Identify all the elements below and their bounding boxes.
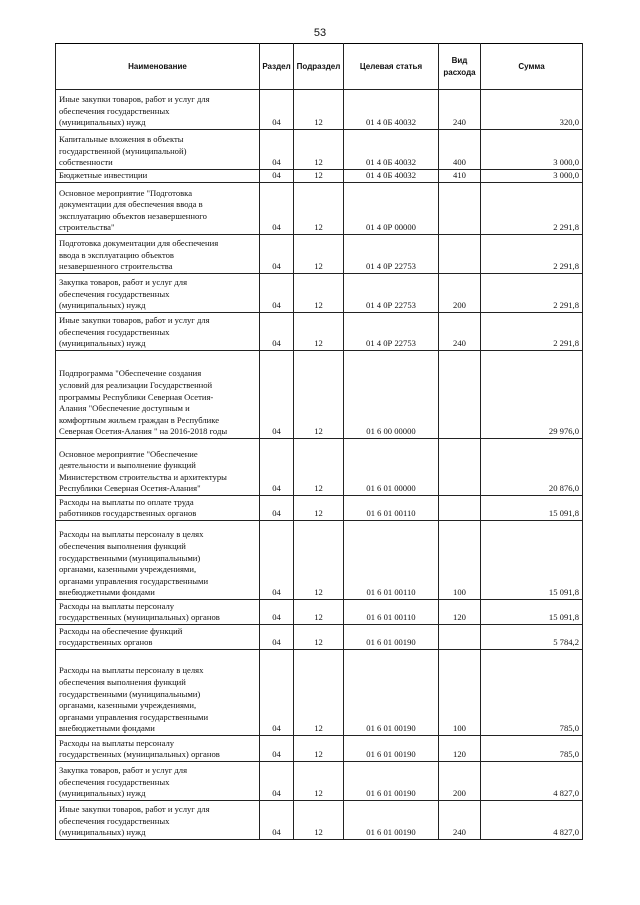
cell-name: Расходы на обеспечение функций государственных органов [56, 625, 260, 650]
cell-kind: 120 [439, 736, 481, 762]
cell-target: 01 6 01 00110 [344, 496, 439, 521]
cell-section: 04 [260, 235, 294, 274]
cell-kind: 240 [439, 90, 481, 130]
table-row [56, 625, 583, 650]
cell-target: 01 4 0Р 22753 [344, 235, 439, 274]
cell-target: 01 6 01 00110 [344, 600, 439, 625]
cell-kind [439, 235, 481, 274]
cell-sum: 320,0 [481, 90, 583, 130]
cell-section: 04 [260, 274, 294, 313]
cell-kind [439, 351, 481, 439]
cell-kind [439, 183, 481, 235]
table-row [56, 313, 583, 351]
table-row [56, 351, 583, 439]
cell-subsection: 12 [294, 183, 344, 235]
cell-name: Основное мероприятие "Обеспечение деятельности и выполнение функций Министерством строительства и архитектуры Республики Северная Осетия-Алания" [56, 439, 260, 496]
table-row [56, 521, 583, 600]
budget-table [55, 43, 583, 840]
cell-section: 04 [260, 521, 294, 600]
column-header-name: Наименование [56, 44, 260, 90]
table-row [56, 801, 583, 840]
cell-name: Иные закупки товаров, работ и услуг для обеспечения государственных (муниципальных) нужд [56, 313, 260, 351]
cell-name: Расходы на выплаты персоналу в целях обеспечения выполнения функций государственными (муниципальными) органами, казенными учреждениями, органами управления государственными внебюджетными фондами [56, 521, 260, 600]
cell-target: 01 4 0Б 40032 [344, 90, 439, 130]
cell-kind: 400 [439, 130, 481, 170]
cell-sum: 3 000,0 [481, 170, 583, 183]
cell-kind: 410 [439, 170, 481, 183]
cell-sum: 2 291,8 [481, 235, 583, 274]
cell-target: 01 6 01 00190 [344, 650, 439, 736]
cell-target: 01 4 0Б 40032 [344, 170, 439, 183]
cell-target: 01 4 0Р 00000 [344, 183, 439, 235]
cell-name: Основное мероприятие "Подготовка документации для обеспечения ввода в эксплуатацию объектов незавершенного строительства" [56, 183, 260, 235]
cell-subsection: 12 [294, 170, 344, 183]
table-header-row [56, 44, 583, 90]
cell-name: Расходы на выплаты персоналу государственных (муниципальных) органов [56, 600, 260, 625]
cell-section: 04 [260, 351, 294, 439]
cell-section: 04 [260, 130, 294, 170]
column-header-sum: Сумма [481, 44, 583, 90]
cell-sum: 785,0 [481, 736, 583, 762]
cell-target: 01 6 01 00190 [344, 625, 439, 650]
cell-subsection: 12 [294, 521, 344, 600]
cell-section: 04 [260, 736, 294, 762]
cell-name: Иные закупки товаров, работ и услуг для обеспечения государственных (муниципальных) нужд [56, 90, 260, 130]
cell-target: 01 4 0Р 22753 [344, 274, 439, 313]
cell-sum: 2 291,8 [481, 313, 583, 351]
cell-target: 01 6 01 00110 [344, 521, 439, 600]
cell-subsection: 12 [294, 736, 344, 762]
cell-target: 01 6 01 00190 [344, 801, 439, 840]
cell-subsection: 12 [294, 235, 344, 274]
table-row [56, 130, 583, 170]
cell-sum: 5 784,2 [481, 625, 583, 650]
table-body [56, 90, 583, 840]
cell-subsection: 12 [294, 313, 344, 351]
cell-section: 04 [260, 183, 294, 235]
cell-section: 04 [260, 762, 294, 801]
cell-subsection: 12 [294, 130, 344, 170]
cell-name: Подготовка документации для обеспечения ввода в эксплуатацию объектов незавершенного строительства [56, 235, 260, 274]
cell-target: 01 4 0Б 40032 [344, 130, 439, 170]
cell-sum: 4 827,0 [481, 801, 583, 840]
cell-kind: 200 [439, 762, 481, 801]
cell-sum: 2 291,8 [481, 183, 583, 235]
table-row [56, 736, 583, 762]
cell-target: 01 6 01 00190 [344, 736, 439, 762]
cell-sum: 15 091,8 [481, 521, 583, 600]
table-row [56, 274, 583, 313]
cell-name: Закупка товаров, работ и услуг для обеспечения государственных (муниципальных) нужд [56, 274, 260, 313]
cell-target: 01 6 00 00000 [344, 351, 439, 439]
cell-name: Бюджетные инвестиции [56, 170, 260, 183]
cell-subsection: 12 [294, 650, 344, 736]
cell-sum: 4 827,0 [481, 762, 583, 801]
cell-section: 04 [260, 313, 294, 351]
table-row [56, 439, 583, 496]
cell-kind: 240 [439, 801, 481, 840]
cell-subsection: 12 [294, 439, 344, 496]
cell-subsection: 12 [294, 625, 344, 650]
table-row [56, 90, 583, 130]
cell-kind: 200 [439, 274, 481, 313]
cell-subsection: 12 [294, 762, 344, 801]
table-row [56, 183, 583, 235]
column-header-subsection: Подраздел [294, 44, 344, 90]
column-header-section: Раздел [260, 44, 294, 90]
cell-sum: 2 291,8 [481, 274, 583, 313]
cell-name: Расходы на выплаты персоналу государственных (муниципальных) органов [56, 736, 260, 762]
table-row [56, 496, 583, 521]
cell-section: 04 [260, 625, 294, 650]
cell-subsection: 12 [294, 801, 344, 840]
cell-section: 04 [260, 170, 294, 183]
cell-name: Закупка товаров, работ и услуг для обеспечения государственных (муниципальных) нужд [56, 762, 260, 801]
cell-sum: 785,0 [481, 650, 583, 736]
cell-subsection: 12 [294, 496, 344, 521]
cell-kind: 240 [439, 313, 481, 351]
cell-name: Капитальные вложения в объекты государственной (муниципальной) собственности [56, 130, 260, 170]
table-row [56, 650, 583, 736]
cell-sum: 29 976,0 [481, 351, 583, 439]
cell-sum: 20 876,0 [481, 439, 583, 496]
cell-section: 04 [260, 496, 294, 521]
cell-kind [439, 439, 481, 496]
cell-name: Иные закупки товаров, работ и услуг для обеспечения государственных (муниципальных) нужд [56, 801, 260, 840]
cell-kind: 100 [439, 521, 481, 600]
page-number: 53 [313, 27, 327, 39]
cell-section: 04 [260, 801, 294, 840]
cell-subsection: 12 [294, 90, 344, 130]
cell-target: 01 6 01 00190 [344, 762, 439, 801]
cell-section: 04 [260, 600, 294, 625]
cell-section: 04 [260, 650, 294, 736]
cell-kind [439, 625, 481, 650]
cell-name: Расходы на выплаты персоналу в целях обеспечения выполнения функций государственными (муниципальными) органами, казенными учреждениями, органами управления государственными внебюджетными фондами [56, 650, 260, 736]
column-header-kind: Вид расхода [439, 44, 481, 90]
cell-subsection: 12 [294, 600, 344, 625]
cell-section: 04 [260, 90, 294, 130]
cell-target: 01 4 0Р 22753 [344, 313, 439, 351]
table-row [56, 762, 583, 801]
cell-kind [439, 496, 481, 521]
cell-name: Подпрограмма "Обеспечение создания условий для реализации Государственной программы Республики Северная Осетия- Алания "Обеспечение доступным и комфортным жильем граждан в Республике Северная Осетия-Алания " на 2016-2018 годы [56, 351, 260, 439]
cell-sum: 15 091,8 [481, 496, 583, 521]
cell-subsection: 12 [294, 351, 344, 439]
cell-kind: 100 [439, 650, 481, 736]
table-row [56, 600, 583, 625]
cell-section: 04 [260, 439, 294, 496]
cell-sum: 3 000,0 [481, 130, 583, 170]
cell-subsection: 12 [294, 274, 344, 313]
table-row [56, 170, 583, 183]
cell-name: Расходы на выплаты по оплате труда работников государственных органов [56, 496, 260, 521]
cell-kind: 120 [439, 600, 481, 625]
table-row [56, 235, 583, 274]
cell-sum: 15 091,8 [481, 600, 583, 625]
cell-target: 01 6 01 00000 [344, 439, 439, 496]
column-header-target: Целевая статья [344, 44, 439, 90]
